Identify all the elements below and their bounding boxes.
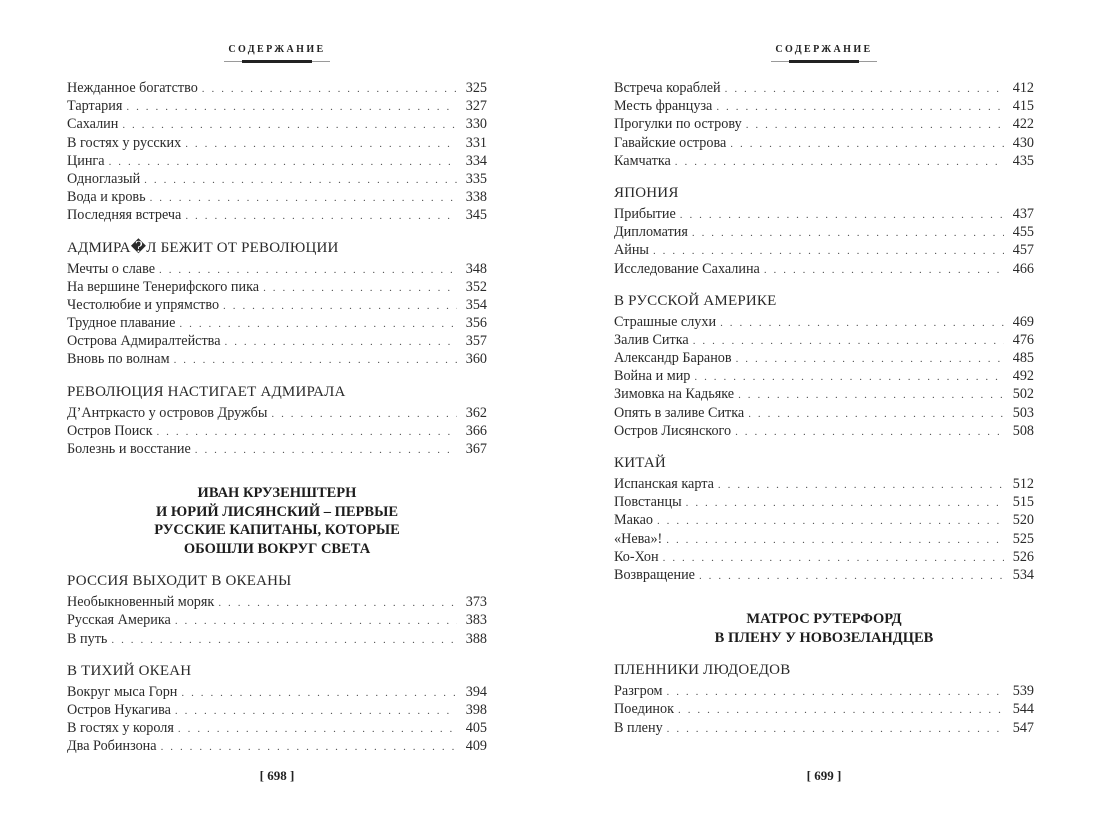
dot-leader [686, 494, 1004, 512]
toc-entry[interactable] [614, 205, 1034, 223]
entry-page-number: 469 [1012, 313, 1034, 330]
entry-title: На вершине Тенерифского пика [67, 278, 260, 295]
dot-leader [657, 512, 1004, 530]
dot-leader [223, 297, 457, 315]
toc-entry[interactable] [614, 260, 1034, 278]
toc-entry[interactable] [614, 97, 1034, 115]
entry-page-number: 348 [465, 260, 487, 277]
part-heading-line: В ПЛЕНУ У НОВОЗЕЛАНДЦЕВ [714, 629, 934, 646]
entry-title: Вновь по волнам [67, 351, 170, 368]
dot-leader [738, 386, 1004, 404]
toc-content [67, 79, 487, 756]
dot-leader [202, 80, 457, 98]
dot-leader [720, 314, 1004, 332]
entry-page-number: 360 [465, 351, 487, 368]
entry-page-number: 466 [1012, 260, 1034, 277]
toc-entry[interactable] [67, 278, 487, 296]
entry-page-number: 331 [465, 134, 487, 151]
dot-leader [667, 683, 1004, 701]
dot-leader [653, 242, 1004, 260]
running-head-title: СОДЕРЖАНИЕ [775, 44, 873, 55]
entry-title: Исследование Сахалина [614, 260, 760, 277]
running-head [67, 44, 487, 62]
dot-leader [144, 171, 457, 189]
entry-title: Айны [614, 242, 649, 259]
dot-leader [725, 80, 1004, 98]
toc-entry[interactable] [67, 701, 487, 719]
entry-title: Камчатка [614, 152, 671, 169]
entry-page-number: 508 [1012, 422, 1034, 439]
entry-page-number: 357 [465, 333, 487, 350]
entry-title: Нежданное богатство [67, 80, 198, 96]
dot-leader [161, 738, 457, 756]
toc-entry[interactable] [67, 260, 487, 278]
dot-leader [159, 261, 457, 279]
entry-title: Остров Нукагива [67, 701, 171, 718]
entry-page-number: 422 [1012, 116, 1034, 133]
entry-title: Остров Лисянского [614, 422, 732, 439]
entry-page-number: 455 [1012, 224, 1034, 241]
entry-title: Повстанцы [614, 494, 682, 511]
entry-page-number: 502 [1012, 386, 1034, 403]
toc-entry[interactable] [614, 152, 1034, 170]
entry-page-number: 437 [1012, 205, 1034, 222]
toc-entry[interactable] [67, 97, 487, 115]
section-heading: РЕВОЛЮЦИЯ НАСТИГАЕТ АДМИРАЛА [67, 383, 346, 400]
toc-entry[interactable] [67, 79, 487, 97]
entry-page-number: 338 [465, 189, 487, 206]
dot-leader [680, 206, 1004, 224]
entry-title: В плену [614, 719, 663, 736]
entry-page-number: 485 [1012, 350, 1034, 367]
entry-title: Испанская карта [614, 476, 714, 492]
entry-page-number: 492 [1012, 368, 1034, 385]
section-heading: КИТАЙ [614, 455, 666, 471]
dot-leader [735, 423, 1004, 441]
entry-title: Трудное плавание [67, 315, 176, 332]
toc-entry[interactable] [67, 737, 487, 755]
entry-page-number: 435 [1012, 152, 1034, 169]
entry-title: Русская Америка [67, 612, 171, 629]
entry-page-number: 539 [1012, 683, 1034, 700]
entry-title: Остров Поиск [67, 422, 153, 439]
entry-title: В гостях у русских [67, 134, 182, 151]
entry-page-number: 366 [465, 422, 487, 439]
toc-entry[interactable] [614, 475, 1034, 493]
entry-title: «Нева»! [614, 530, 663, 547]
entry-title: Ко-Хон [614, 548, 659, 565]
entry-title: Макао [614, 512, 653, 529]
entry-title: Поединок [614, 701, 675, 718]
dot-leader [178, 720, 457, 738]
toc-entry[interactable] [67, 683, 487, 701]
toc-entry[interactable] [614, 134, 1034, 152]
toc-entry[interactable] [614, 682, 1034, 700]
entry-page-number: 512 [1012, 476, 1034, 492]
entry-title: Тартария [67, 98, 123, 115]
toc-entry[interactable] [67, 188, 487, 206]
part-heading-line: И ЮРИЙ ЛИСЯНСКИЙ – ПЕРВЫЕ [155, 503, 398, 520]
entry-page-number: 373 [465, 594, 487, 611]
toc-entry[interactable] [614, 79, 1034, 97]
part-heading [67, 484, 487, 558]
toc-entry[interactable] [67, 404, 487, 422]
toc-content [614, 79, 1034, 737]
dot-leader [748, 405, 1004, 423]
entry-title: Вода и кровь [67, 189, 146, 206]
dot-leader [692, 224, 1004, 242]
toc-entry[interactable] [67, 630, 487, 648]
dot-leader [109, 153, 457, 171]
dot-leader [174, 351, 457, 369]
entry-page-number: 330 [465, 116, 487, 133]
entry-page-number: 398 [465, 701, 487, 718]
section-heading: В РУССКОЙ АМЕРИКЕ [614, 292, 777, 309]
dot-leader [126, 98, 457, 116]
toc-entry[interactable] [67, 115, 487, 133]
entry-page-number: 476 [1012, 331, 1034, 348]
entry-page-number: 415 [1012, 98, 1034, 115]
entry-page-number: 515 [1012, 494, 1034, 511]
entry-page-number: 520 [1012, 512, 1034, 529]
dot-leader [667, 720, 1004, 738]
entry-title: Опять в заливе Ситка [614, 404, 745, 421]
dot-leader [185, 135, 457, 153]
toc-entry[interactable] [614, 313, 1034, 331]
part-heading [614, 610, 1034, 647]
toc-entry[interactable] [67, 422, 487, 440]
entry-title: Прогулки по острову [614, 116, 742, 133]
toc-entry[interactable] [614, 700, 1034, 718]
entry-page-number: 526 [1012, 548, 1034, 565]
part-heading-line: ОБОШЛИ ВОКРУГ СВЕТА [183, 540, 371, 557]
entry-page-number: 356 [465, 315, 487, 332]
entry-page-number: 327 [465, 98, 487, 115]
entry-title: Честолюбие и упрямство [67, 296, 220, 313]
entry-title: Д’Антркасто у островов Дружбы [67, 404, 268, 421]
section-heading: РОССИЯ ВЫХОДИТ В ОКЕАНЫ [67, 573, 292, 590]
entry-title: Возвращение [614, 566, 695, 583]
dot-leader [175, 612, 457, 630]
entry-title: Месть француза [614, 98, 713, 115]
entry-title: Дипломатия [614, 224, 688, 241]
dot-leader [764, 261, 1004, 279]
entry-title: Мечты о славе [67, 260, 156, 277]
toc-entry[interactable] [67, 593, 487, 611]
entry-page-number: 544 [1012, 701, 1034, 718]
toc-entry[interactable] [614, 422, 1034, 440]
entry-page-number: 547 [1012, 719, 1034, 736]
entry-page-number: 430 [1012, 134, 1034, 151]
dot-leader [181, 684, 457, 702]
entry-title: Прибытие [614, 205, 676, 222]
entry-title: Сахалин [67, 116, 119, 133]
entry-page-number: 354 [465, 296, 487, 313]
running-head-title: СОДЕРЖАНИЕ [228, 44, 326, 55]
running-head [614, 44, 1034, 62]
toc-entry[interactable] [67, 440, 487, 458]
dot-leader [156, 423, 457, 441]
dot-leader [179, 315, 457, 333]
page-number: [ 699 ] [806, 768, 842, 783]
entry-title: Цинга [67, 152, 105, 169]
toc-entry[interactable] [614, 566, 1034, 584]
entry-page-number: 412 [1012, 80, 1034, 96]
part-heading-line: РУССКИЕ КАПИТАНЫ, КОТОРЫЕ [154, 522, 400, 539]
entry-title: Острова Адмиралтейства [67, 333, 221, 350]
toc-entry[interactable] [614, 719, 1034, 737]
entry-title: Александр Баранов [614, 350, 732, 367]
toc-entry[interactable] [67, 296, 487, 314]
section-heading: АДМИРА�Л БЕЖИТ ОТ РЕВОЛЮЦИИ [67, 239, 339, 256]
toc-entry[interactable] [614, 530, 1034, 548]
header-rule [224, 61, 330, 62]
header-rule [771, 61, 877, 62]
toc-entry[interactable] [614, 331, 1034, 349]
entry-title: Война и мир [614, 368, 691, 385]
toc-entry[interactable] [67, 170, 487, 188]
entry-title: Гавайские острова [614, 134, 727, 151]
page-number: [ 698 ] [259, 768, 295, 783]
toc-entry[interactable] [614, 115, 1034, 133]
entry-title: Вокруг мыса Горн [67, 683, 178, 700]
entry-page-number: 383 [465, 612, 487, 629]
entry-page-number: 345 [465, 207, 487, 224]
toc-entry[interactable] [67, 350, 487, 368]
dot-leader [718, 476, 1004, 494]
toc-entry[interactable] [67, 719, 487, 737]
dot-leader [746, 116, 1004, 134]
toc-entry[interactable] [67, 611, 487, 629]
toc-entry[interactable] [614, 385, 1034, 403]
dot-leader [693, 332, 1004, 350]
section-heading: ЯПОНИЯ [614, 184, 679, 201]
dot-leader [185, 207, 457, 225]
dot-leader [225, 333, 458, 351]
entry-page-number: 362 [465, 404, 487, 421]
entry-title: Залив Ситка [614, 331, 689, 348]
dot-leader [716, 98, 1004, 116]
toc-entry[interactable] [614, 548, 1034, 566]
toc-entry[interactable] [67, 152, 487, 170]
entry-page-number: 457 [1012, 242, 1034, 259]
toc-entry[interactable] [614, 367, 1034, 385]
entry-page-number: 503 [1012, 404, 1034, 421]
entry-title: В гостях у короля [67, 720, 174, 737]
dot-leader [699, 567, 1004, 585]
dot-leader [694, 368, 1004, 386]
toc-entry[interactable] [67, 332, 487, 350]
left-page [67, 0, 487, 825]
part-heading-line: ИВАН КРУЗЕНШТЕРН [197, 485, 357, 502]
toc-entry[interactable] [67, 314, 487, 332]
entry-page-number: 325 [465, 80, 487, 96]
entry-page-number: 405 [465, 720, 487, 737]
entry-title: Последняя встреча [67, 207, 182, 224]
toc-entry[interactable] [614, 404, 1034, 422]
right-page [614, 0, 1034, 825]
entry-title: Одноглазый [67, 170, 141, 187]
section-heading: ПЛЕННИКИ ЛЮДОЕДОВ [614, 662, 791, 679]
dot-leader [263, 279, 457, 297]
dot-leader [675, 153, 1004, 171]
dot-leader [150, 189, 457, 207]
entry-page-number: 367 [465, 441, 487, 457]
dot-leader [666, 531, 1004, 549]
entry-title: Болезнь и восстание [67, 441, 191, 457]
dot-leader [175, 702, 457, 720]
part-heading-line: МАТРОС РУТЕРФОРД [746, 611, 902, 628]
dot-leader [730, 135, 1004, 153]
dot-leader [195, 441, 457, 459]
dot-leader [736, 350, 1004, 368]
entry-page-number: 334 [465, 152, 487, 169]
entry-title: В путь [67, 630, 108, 647]
entry-page-number: 394 [465, 683, 487, 700]
entry-page-number: 352 [465, 278, 487, 295]
toc-entry[interactable] [67, 206, 487, 224]
toc-entry[interactable] [614, 241, 1034, 259]
toc-entry[interactable] [614, 493, 1034, 511]
entry-title: Два Робинзона [67, 738, 157, 755]
toc-entry[interactable] [614, 223, 1034, 241]
entry-page-number: 534 [1012, 566, 1034, 583]
entry-title: Страшные слухи [614, 313, 717, 330]
dot-leader [271, 405, 457, 423]
dot-leader [663, 549, 1004, 567]
dot-leader [111, 631, 457, 649]
dot-leader [122, 116, 457, 134]
entry-title: Необыкновенный моряк [67, 594, 215, 611]
entry-title: Зимовка на Кадьяке [614, 386, 735, 403]
toc-entry[interactable] [614, 511, 1034, 529]
dot-leader [218, 594, 457, 612]
entry-page-number: 409 [465, 738, 487, 755]
entry-title: Разгром [614, 683, 663, 700]
entry-page-number: 388 [465, 630, 487, 647]
entry-title: Встреча кораблей [614, 80, 721, 96]
entry-page-number: 335 [465, 170, 487, 187]
toc-entry[interactable] [614, 349, 1034, 367]
section-heading: В ТИХИЙ ОКЕАН [67, 662, 192, 679]
entry-page-number: 525 [1012, 530, 1034, 547]
dot-leader [678, 701, 1004, 719]
toc-entry[interactable] [67, 134, 487, 152]
